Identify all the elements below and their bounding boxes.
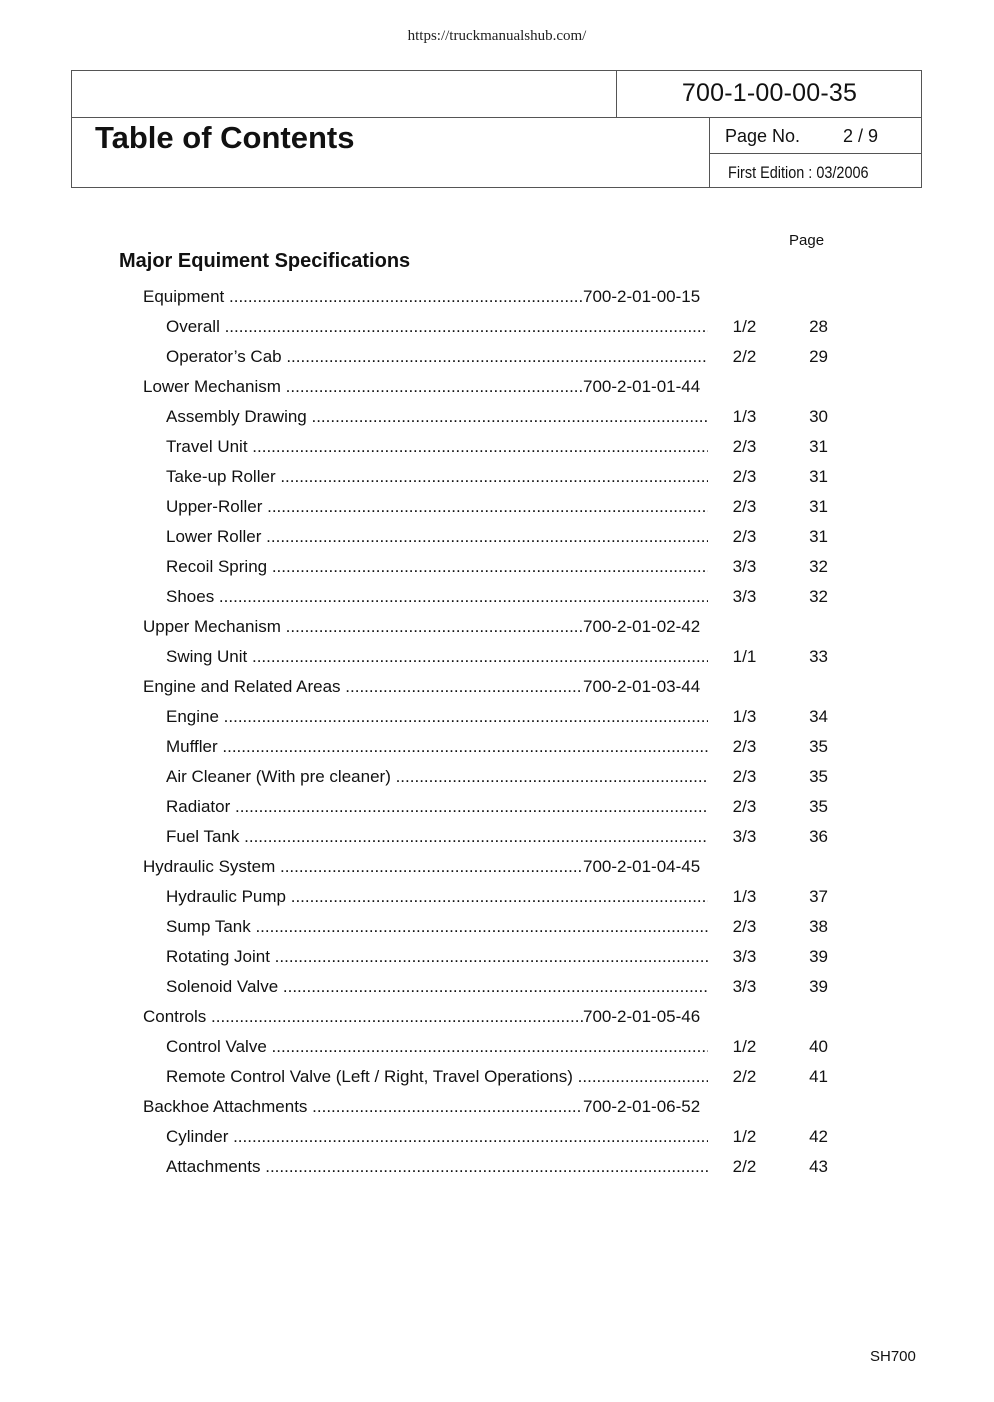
toc-group-code: 700-2-01-01-44	[583, 377, 701, 396]
toc-item-page: 31	[809, 467, 828, 486]
page-number-value: 2 / 9	[843, 126, 879, 146]
toc-item-label: Operator’s Cab .....	[166, 342, 708, 372]
toc-item-label: Hydraulic Pump .....	[166, 882, 708, 912]
toc-item-page: 31	[809, 497, 828, 516]
toc-item-page: 37	[809, 887, 828, 906]
page-title: Table of Contents	[95, 120, 355, 155]
toc-item-label: Control Valve .....	[166, 1032, 708, 1062]
toc-item-label: Rotating Joint .....	[166, 942, 708, 972]
toc-item-fraction: 1/2	[732, 1037, 757, 1056]
toc-item-page: 32	[809, 587, 828, 606]
toc-item-label: Assembly Drawing .....	[166, 402, 708, 432]
toc-item-label: Shoes .....	[166, 582, 708, 612]
document-header-box	[71, 70, 922, 188]
toc-group-title: Hydraulic System .....	[143, 852, 583, 882]
toc-item-page: 28	[809, 317, 828, 336]
toc-item-label: Upper-Roller .....	[166, 492, 708, 522]
toc-item-fraction: 3/3	[732, 557, 757, 576]
toc-item-label: Fuel Tank .....	[166, 822, 708, 852]
page-number-label: Page No.	[725, 126, 801, 146]
toc-item-label: Lower Roller .....	[166, 522, 708, 552]
toc-item-label: Swing Unit .....	[166, 642, 708, 672]
toc-item-label: Sump Tank .....	[166, 912, 708, 942]
toc-item-fraction: 3/3	[732, 977, 757, 996]
toc-item-page: 31	[809, 527, 828, 546]
toc-item-label: Solenoid Valve .....	[166, 972, 708, 1002]
toc-item-label: Air Cleaner (With pre cleaner) .....	[166, 762, 708, 792]
toc-item-label: Cylinder .....	[166, 1122, 708, 1152]
toc-item-page: 35	[809, 737, 828, 756]
toc-item-page: 35	[809, 767, 828, 786]
toc-item-label: Muffler .....	[166, 732, 708, 762]
edition-field: First Edition : 03/2006	[728, 163, 869, 182]
toc-group-code: 700-2-01-03-44	[583, 677, 701, 696]
toc-item-fraction: 2/2	[732, 347, 757, 366]
toc-item-page: 34	[809, 707, 828, 726]
toc-item-fraction: 2/3	[732, 437, 757, 456]
toc-item-fraction: 2/3	[732, 767, 757, 786]
toc-item-page: 43	[809, 1157, 828, 1176]
toc-item-label: Take-up Roller .....	[166, 462, 708, 492]
toc-item-fraction: 2/2	[732, 1157, 757, 1176]
toc-item-fraction: 2/3	[732, 497, 757, 516]
document-number: 700-1-00-00-35	[681, 79, 858, 107]
toc-item-fraction: 2/2	[732, 1067, 757, 1086]
toc-item-label: Engine .....	[166, 702, 708, 732]
toc-item-page: 36	[809, 827, 828, 846]
toc-group-title: Equipment .....	[143, 282, 583, 312]
section-title: Major Equiment Specifications	[119, 250, 411, 272]
toc-item-label: Radiator .....	[166, 792, 708, 822]
toc-group-title: Upper Mechanism .....	[143, 612, 583, 642]
toc-item-label: Travel Unit .....	[166, 432, 708, 462]
toc-group-code: 700-2-01-04-45	[583, 857, 701, 876]
toc-item-label: Remote Control Valve (Left / Right, Travel Operations) .....	[166, 1062, 708, 1092]
toc-item-page: 38	[809, 917, 828, 936]
toc-group-title: Lower Mechanism .....	[143, 372, 583, 402]
page-column-label: Page	[789, 232, 825, 249]
page-number-field	[725, 120, 879, 152]
toc-group-code: 700-2-01-06-52	[583, 1097, 701, 1116]
toc-item-page: 39	[809, 977, 828, 996]
toc-item-fraction: 2/3	[732, 917, 757, 936]
toc-group-code: 700-2-01-00-15	[583, 287, 701, 306]
toc-item-fraction: 2/3	[732, 797, 757, 816]
toc-item-fraction: 1/3	[732, 887, 757, 906]
toc-item-fraction: 3/3	[732, 947, 757, 966]
toc-item-page: 35	[809, 797, 828, 816]
toc-group-title: Controls .....	[143, 1002, 583, 1032]
toc-item-fraction: 3/3	[732, 587, 757, 606]
model-footer: SH700	[870, 1348, 916, 1365]
toc-item-fraction: 1/2	[732, 317, 757, 336]
toc-item-page: 40	[809, 1037, 828, 1056]
toc-group-title: Engine and Related Areas .....	[143, 672, 583, 702]
toc-item-page: 33	[809, 647, 828, 666]
toc-item-fraction: 1/3	[732, 407, 757, 426]
toc-item-fraction: 1/2	[732, 1127, 757, 1146]
toc-item-page: 41	[809, 1067, 828, 1086]
source-url: https://truckmanualshub.com/	[407, 28, 587, 44]
toc-item-page: 39	[809, 947, 828, 966]
toc-item-page: 32	[809, 557, 828, 576]
toc-group-code: 700-2-01-05-46	[583, 1007, 701, 1026]
toc-group-code: 700-2-01-02-42	[583, 617, 701, 636]
toc-item-page: 30	[809, 407, 828, 426]
toc-item-label: Overall .....	[166, 312, 708, 342]
toc-item-page: 31	[809, 437, 828, 456]
toc-item-label: Attachments .....	[166, 1152, 708, 1182]
toc-item-fraction: 3/3	[732, 827, 757, 846]
toc-item-fraction: 2/3	[732, 467, 757, 486]
toc-item-page: 42	[809, 1127, 828, 1146]
toc-group-title: Backhoe Attachments .....	[143, 1092, 583, 1122]
toc-item-fraction: 2/3	[732, 527, 757, 546]
toc-item-fraction: 1/3	[732, 707, 757, 726]
toc-item-fraction: 2/3	[732, 737, 757, 756]
toc-item-page: 29	[809, 347, 828, 366]
toc-item-label: Recoil Spring .....	[166, 552, 708, 582]
toc-item-fraction: 1/1	[732, 647, 757, 666]
